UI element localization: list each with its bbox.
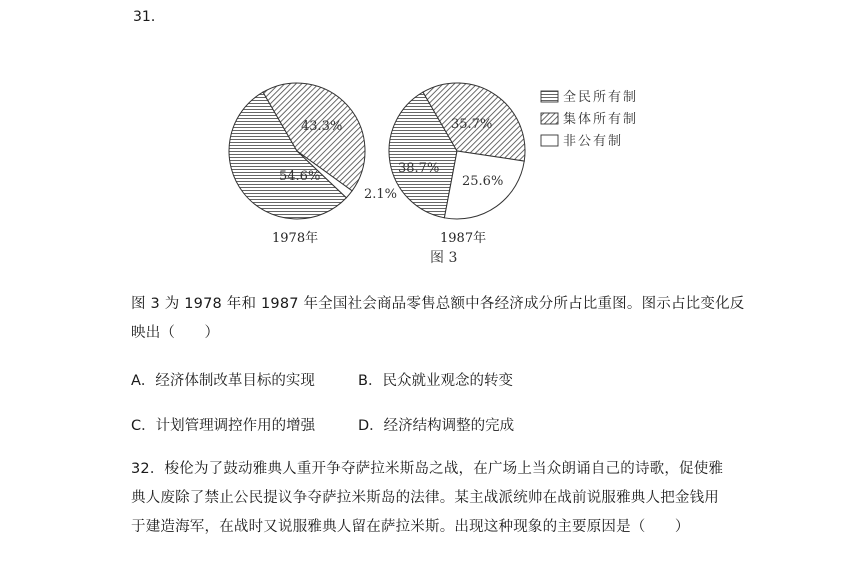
legend-swatch-state — [541, 91, 558, 102]
label-1987-state: 38.7% — [398, 161, 440, 176]
legend-label-private: 非公有制 — [563, 134, 624, 149]
legend-label-state: 全民所有制 — [563, 90, 639, 105]
pie-chart-figure — [222, 78, 682, 278]
label-1987-collective: 35.7% — [451, 117, 493, 132]
question32-line3: 于建造海军，在战时又说服雅典人留在萨拉米斯。出现这种现象的主要原因是（ ） — [131, 519, 690, 535]
label-1978-state: 54.6% — [279, 169, 321, 184]
question32-line1: 32．梭伦为了鼓动雅典人重开争夺萨拉米斯岛之战，在广场上当众朗诵自己的诗歌，促使雅 — [131, 461, 724, 477]
year-label-1978: 1978年 — [272, 231, 319, 246]
option-c[interactable]: C．计划管理调控作用的增强 — [131, 418, 316, 434]
label-1987-private: 25.6% — [462, 174, 504, 189]
option-d[interactable]: D．经济结构调整的完成 — [358, 418, 515, 434]
question32-line2: 典人废除了禁止公民提议争夺萨拉米斯岛的法律。某主战派统帅在战前说服雅典人把金钱用 — [131, 490, 719, 506]
legend-swatch-collective — [541, 113, 558, 124]
legend — [541, 89, 638, 149]
legend-swatch-private — [541, 135, 558, 146]
question31-stem-line2: 映出（ ） — [131, 325, 220, 341]
legend-label-collective: 集体所有制 — [563, 112, 639, 127]
label-1978-collective: 43.3% — [301, 119, 343, 134]
question-number: 31． — [133, 9, 165, 25]
year-label-1987: 1987年 — [440, 231, 487, 246]
question31-stem-line1: 图 3 为 1978 年和 1987 年全国社会商品零售总额中各经济成分所占比重图。图示占比变化反 — [131, 296, 745, 312]
label-1978-private: 2.1% — [364, 187, 398, 202]
figure-caption: 图 3 — [430, 250, 458, 266]
pie-1987 — [389, 83, 525, 246]
pie-chart-svg — [222, 78, 682, 278]
pie-1978 — [229, 83, 397, 246]
option-b[interactable]: B．民众就业观念的转变 — [358, 373, 513, 389]
option-a[interactable]: A．经济体制改革目标的实现 — [131, 373, 315, 389]
